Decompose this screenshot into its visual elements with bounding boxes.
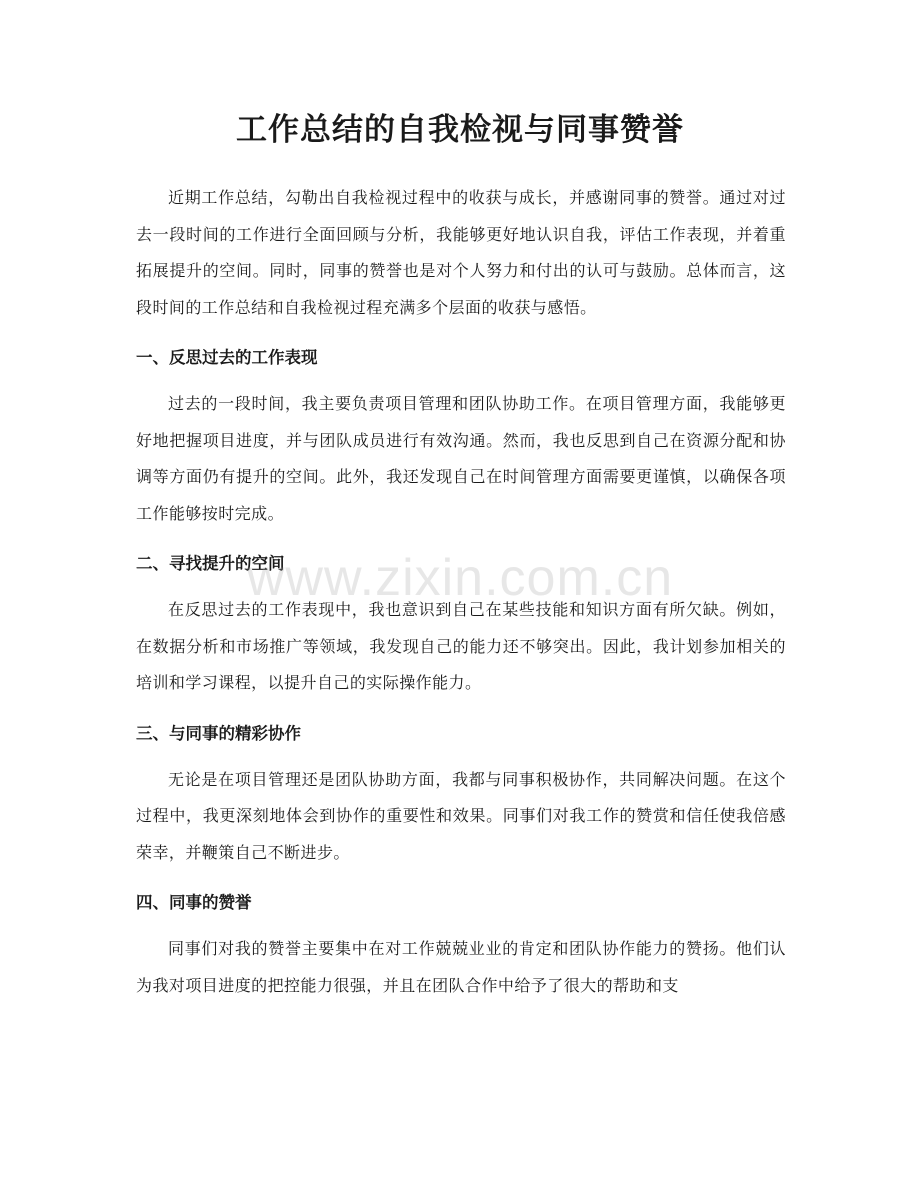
- section-heading-3: 三、与同事的精彩协作: [136, 723, 301, 743]
- section-body-3: 无论是在项目管理还是团队协助方面，我都与同事积极协作，共同解决问题。在这个过程中，我更深刻地体会到协作的重要性和效果。同事们对我工作的赞赏和信任使我倍感荣幸，并鞭策自己不断进步。: [136, 769, 786, 862]
- page-title: 工作总结的自我检视与同事赞誉: [236, 112, 684, 148]
- section-heading-1: 一、反思过去的工作表现: [136, 348, 318, 367]
- section-heading-4: 四、同事的赞誉: [136, 893, 252, 912]
- intro-paragraph: 近期工作总结，勾勒出自我检视过程中的收获与成长，并感谢同事的赞誉。通过对过去一段时间的工作进行全面回顾与分析，我能够更好地认识自我，评估工作表现，并着重拓展提升的空间。同时，同事的赞誉也是对个人努力和付出的认可与鼓励。总体而言，这段时间的工作总结和自我检视过程充满多个层面的收获与感悟。: [136, 188, 786, 317]
- watermark: www.zixin.com.cn: [246, 549, 674, 607]
- section-body-2: 在反思过去的工作表现中，我也意识到自己在某些技能和知识方面有所欠缺。例如，在数据分析和市场推广等领域，我发现自己的能力还不够突出。因此，我计划参加相关的培训和学习课程，以提升自己的实际操作能力。: [136, 600, 786, 692]
- section-body-4: 同事们对我的赞誉主要集中在对工作兢兢业业的肯定和团队协作能力的赞扬。他们认为我对项目进度的把控能力很强，并且在团队合作中给予了很大的帮助和支: [136, 939, 786, 995]
- section-heading-2: 二、寻找提升的空间: [136, 554, 285, 573]
- section-body-1: 过去的一段时间，我主要负责项目管理和团队协助工作。在项目管理方面，我能够更好地把握项目进度，并与团队成员进行有效沟通。然而，我也反思到自己在资源分配和协调等方面仍有提升的空间。此外，我还发现自己在时间管理方面需要更谨慎，以确保各项工作能够按时完成。: [136, 394, 786, 523]
- document-body: [136, 180, 786, 1004]
